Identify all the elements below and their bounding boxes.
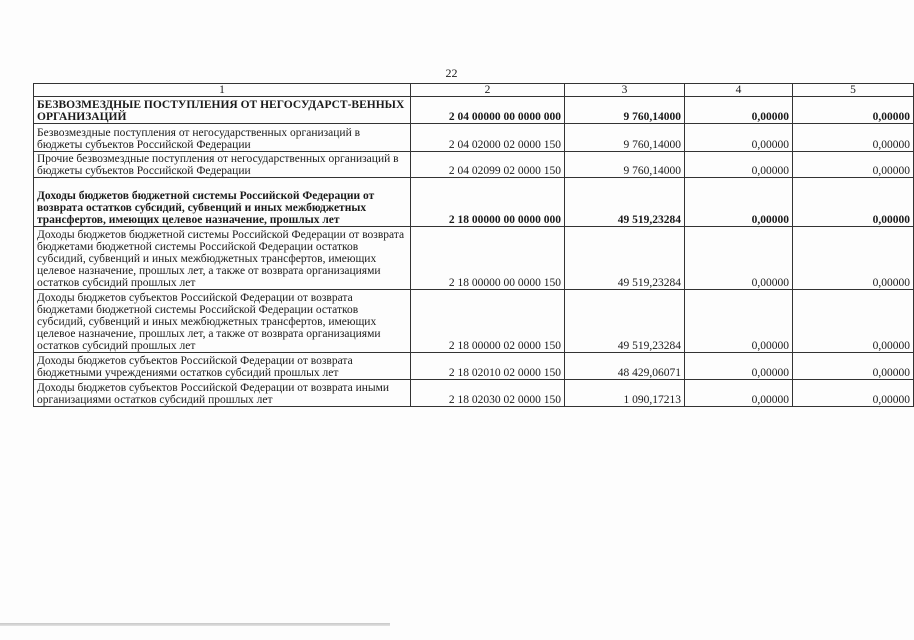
row-value-col4: 0,00000 bbox=[685, 227, 793, 290]
row-value-col4: 0,00000 bbox=[685, 152, 793, 178]
row-code: 2 18 02010 02 0000 150 bbox=[411, 353, 565, 380]
row-name: Доходы бюджетов субъектов Российской Федерации от возврата бюджетными учреждениями остатков субсидий прошлых лет bbox=[34, 353, 411, 380]
row-code: 2 18 00000 00 0000 150 bbox=[411, 227, 565, 290]
row-value-col5: 0,00000 bbox=[793, 152, 914, 178]
column-header-4: 4 bbox=[685, 84, 793, 97]
row-value-col5: 0,00000 bbox=[793, 380, 914, 407]
row-value-col3: 49 519,23284 bbox=[565, 227, 685, 290]
scan-edge-line bbox=[0, 623, 390, 626]
row-name: Доходы бюджетов субъектов Российской Федерации от возврата бюджетами бюджетной системы Российской Федерации остатков субсидий, субвенций и иных межбюджетных трансфертов, имеющих целевое назначение, прошлых лет, а также от возврата организациями остатков субсидий прошлых лет bbox=[34, 290, 411, 353]
row-value-col4: 0,00000 bbox=[685, 178, 793, 227]
row-code: 2 18 02030 02 0000 150 bbox=[411, 380, 565, 407]
row-value-col3: 48 429,06071 bbox=[565, 353, 685, 380]
table-row bbox=[34, 97, 914, 124]
column-header-2: 2 bbox=[411, 84, 565, 97]
row-name: Доходы бюджетов бюджетной системы Российской Федерации от возврата бюджетами бюджетной системы Российской Федерации остатков субсидий, субвенций и иных межбюджетных трансфертов, имеющих целевое назначение, прошлых лет, а также от возврата организациями остатков субсидий прошлых лет bbox=[34, 227, 411, 290]
page-number: 22 bbox=[445, 66, 458, 80]
row-value-col4: 0,00000 bbox=[685, 124, 793, 152]
row-value-col4: 0,00000 bbox=[685, 290, 793, 353]
row-code: 2 04 00000 00 0000 000 bbox=[411, 97, 565, 124]
row-code: 2 04 02099 02 0000 150 bbox=[411, 152, 565, 178]
row-value-col4: 0,00000 bbox=[685, 380, 793, 407]
row-value-col5: 0,00000 bbox=[793, 178, 914, 227]
row-value-col4: 0,00000 bbox=[685, 353, 793, 380]
row-value-col3: 9 760,14000 bbox=[565, 97, 685, 124]
row-value-col4: 0,00000 bbox=[685, 97, 793, 124]
table-row bbox=[34, 124, 914, 152]
row-code: 2 18 00000 02 0000 150 bbox=[411, 290, 565, 353]
row-value-col3: 9 760,14000 bbox=[565, 124, 685, 152]
column-header-3: 3 bbox=[565, 84, 685, 97]
row-value-col3: 9 760,14000 bbox=[565, 152, 685, 178]
column-header-5: 5 bbox=[793, 84, 914, 97]
row-value-col3: 49 519,23284 bbox=[565, 290, 685, 353]
row-name: Безвозмездные поступления от негосударственных организаций в бюджеты субъектов Российской Федерации bbox=[34, 124, 411, 152]
row-value-col5: 0,00000 bbox=[793, 227, 914, 290]
table-row bbox=[34, 152, 914, 178]
row-value-col5: 0,00000 bbox=[793, 353, 914, 380]
row-value-col5: 0,00000 bbox=[793, 124, 914, 152]
row-value-col3: 1 090,17213 bbox=[565, 380, 685, 407]
table-header-row bbox=[34, 84, 914, 97]
row-code: 2 18 00000 00 0000 000 bbox=[411, 178, 565, 227]
revenue-table bbox=[33, 83, 914, 407]
row-name: БЕЗВОЗМЕЗДНЫЕ ПОСТУПЛЕНИЯ ОТ НЕГОСУДАРСТ-ВЕННЫХ ОРГАНИЗАЦИЙ bbox=[34, 97, 411, 124]
row-name: Доходы бюджетов субъектов Российской Федерации от возврата иными организациями остатков субсидий прошлых лет bbox=[34, 380, 411, 407]
row-value-col5: 0,00000 bbox=[793, 97, 914, 124]
table-row bbox=[34, 353, 914, 380]
table-row bbox=[34, 178, 914, 227]
row-value-col3: 49 519,23284 bbox=[565, 178, 685, 227]
row-code: 2 04 02000 02 0000 150 bbox=[411, 124, 565, 152]
table-row bbox=[34, 290, 914, 353]
column-header-1: 1 bbox=[34, 84, 411, 97]
row-name: Доходы бюджетов бюджетной системы Российской Федерации от возврата остатков субсидий, субвенций и иных межбюджетных трансфертов, имеющих целевое назначение, прошлых лет bbox=[34, 178, 411, 227]
table-row bbox=[34, 380, 914, 407]
row-value-col5: 0,00000 bbox=[793, 290, 914, 353]
table-row bbox=[34, 227, 914, 290]
row-name: Прочие безвозмездные поступления от негосударственных организаций в бюджеты субъектов Российской Федерации bbox=[34, 152, 411, 178]
